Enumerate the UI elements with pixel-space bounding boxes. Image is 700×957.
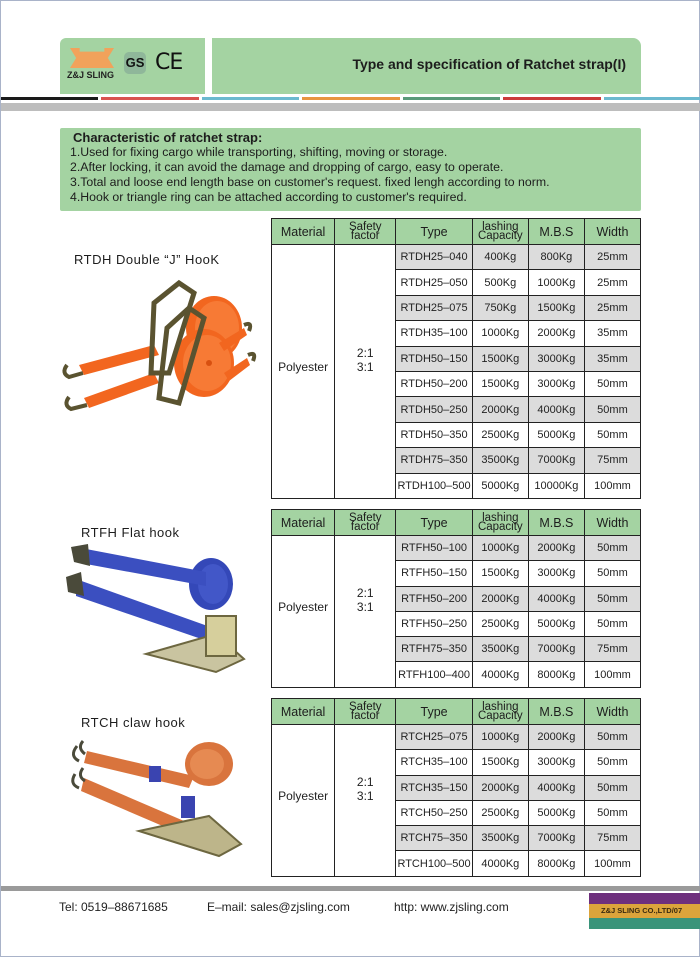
header-lashing-line1: lashing — [482, 220, 519, 233]
type-cell: RTDH25–075 — [396, 295, 472, 320]
mbs-cell: 7000Kg — [528, 448, 584, 473]
orange-claw-hook-ratchet-strap-image — [69, 736, 254, 861]
header-safety-line1: Safety — [348, 220, 382, 233]
table-header-row — [272, 699, 641, 725]
header-material: Material — [272, 219, 335, 245]
lashing-cell: 1500Kg — [472, 346, 528, 371]
type-cell: RTDH50–200 — [396, 371, 472, 396]
mbs-cell: 3000Kg — [528, 371, 584, 396]
characteristics-title: Characteristic of ratchet strap: — [73, 130, 263, 145]
product-label-rtch: RTCH claw hook — [81, 715, 186, 730]
width-cell: 100mm — [584, 851, 640, 876]
material-cell: Polyester — [272, 725, 335, 877]
width-cell: 50mm — [584, 775, 640, 800]
lashing-cell: 1500Kg — [472, 561, 528, 586]
width-cell: 50mm — [584, 725, 640, 750]
header-lashing-line2: Capacity — [477, 520, 523, 533]
mbs-cell: 4000Kg — [528, 775, 584, 800]
type-cell: RTDH100–500 — [396, 473, 472, 498]
lashing-cell: 4000Kg — [472, 662, 528, 687]
mbs-cell: 4000Kg — [528, 586, 584, 611]
type-cell: RTCH75–350 — [396, 826, 472, 851]
gs-certification-icon: GS — [124, 52, 146, 74]
spec-table-rtdh — [271, 218, 641, 499]
table-row — [272, 245, 641, 270]
type-cell: RTDH25–040 — [396, 245, 472, 270]
header-type: Type — [396, 219, 472, 245]
lashing-cell: 2000Kg — [472, 775, 528, 800]
width-cell: 50mm — [584, 800, 640, 825]
type-cell: RTFH100–400 — [396, 662, 472, 687]
badge-stripe-green — [589, 918, 700, 929]
lashing-cell: 1000Kg — [472, 725, 528, 750]
lashing-cell: 1500Kg — [472, 750, 528, 775]
mbs-cell: 800Kg — [528, 245, 584, 270]
type-cell: RTCH35–150 — [396, 775, 472, 800]
blue-flat-hook-ratchet-strap-image — [66, 544, 256, 679]
stripe-segment — [1, 97, 98, 100]
safety-factor-value: 3:1 — [356, 360, 374, 375]
width-cell: 50mm — [584, 586, 640, 611]
header-lashing-line2: Capacity — [477, 229, 523, 242]
header-lashing-line1: lashing — [482, 700, 519, 713]
stripe-segment — [403, 97, 500, 100]
safety-factor-cell — [335, 725, 396, 877]
footer-telephone: Tel: 0519–88671685 — [59, 900, 168, 914]
width-cell: 35mm — [584, 321, 640, 346]
type-cell: RTDH25–050 — [396, 270, 472, 295]
footer-divider — [1, 886, 700, 891]
product-label-rtdh: RTDH Double “J” HooK — [74, 252, 220, 267]
type-cell: RTDH50–350 — [396, 422, 472, 447]
mbs-cell: 7000Kg — [528, 826, 584, 851]
header-material: Material — [272, 510, 335, 536]
logo-text: Z&J SLING — [67, 70, 115, 80]
lashing-cell: 1000Kg — [472, 321, 528, 346]
lashing-cell: 2500Kg — [472, 611, 528, 636]
header-width: Width — [584, 219, 640, 245]
table-row — [272, 536, 641, 561]
header-safety-factor — [335, 219, 396, 245]
header-safety-line2: factor — [350, 520, 380, 533]
type-cell: RTDH75–350 — [396, 448, 472, 473]
lashing-cell: 2500Kg — [472, 800, 528, 825]
table-row — [272, 725, 641, 750]
mbs-cell: 2000Kg — [528, 725, 584, 750]
type-cell: RTFH50–200 — [396, 586, 472, 611]
header-lashing-capacity — [472, 219, 528, 245]
header-safety-factor — [335, 510, 396, 536]
width-cell: 25mm — [584, 270, 640, 295]
footer-company-badge — [589, 893, 700, 931]
header-lashing-capacity — [472, 510, 528, 536]
ce-certification-icon: CE — [155, 50, 183, 75]
type-cell: RTFH50–100 — [396, 536, 472, 561]
lashing-cell: 3500Kg — [472, 448, 528, 473]
type-cell: RTFH50–250 — [396, 611, 472, 636]
type-cell: RTCH50–250 — [396, 800, 472, 825]
page-title: Type and specification of Ratchet strap(I) — [352, 56, 626, 72]
width-cell: 50mm — [584, 750, 640, 775]
lashing-cell: 750Kg — [472, 295, 528, 320]
stripe-segment — [202, 97, 299, 100]
characteristics-box — [60, 128, 641, 211]
company-logo — [67, 48, 117, 84]
safety-factor-value: 2:1 — [356, 586, 374, 601]
lashing-cell: 2000Kg — [472, 397, 528, 422]
type-cell: RTCH100–500 — [396, 851, 472, 876]
width-cell: 50mm — [584, 371, 640, 396]
header-lashing-capacity — [472, 699, 528, 725]
lashing-cell: 3500Kg — [472, 637, 528, 662]
header-lashing-line2: Capacity — [477, 709, 523, 722]
header-safety-line2: factor — [350, 709, 380, 722]
lashing-cell: 5000Kg — [472, 473, 528, 498]
mbs-cell: 8000Kg — [528, 662, 584, 687]
lashing-cell: 4000Kg — [472, 851, 528, 876]
width-cell: 50mm — [584, 611, 640, 636]
width-cell: 75mm — [584, 826, 640, 851]
safety-factor-value: 3:1 — [356, 600, 374, 615]
mbs-cell: 7000Kg — [528, 637, 584, 662]
lashing-cell: 2500Kg — [472, 422, 528, 447]
type-cell: RTFH75–350 — [396, 637, 472, 662]
stripe-segment — [302, 97, 399, 100]
mbs-cell: 1500Kg — [528, 295, 584, 320]
header-safety-line1: Safety — [348, 511, 382, 524]
width-cell: 50mm — [584, 536, 640, 561]
stripe-segment — [101, 97, 198, 100]
stripe-segment — [604, 97, 700, 100]
spec-table-rtch — [271, 698, 641, 877]
header-type: Type — [396, 510, 472, 536]
width-cell: 50mm — [584, 561, 640, 586]
width-cell: 25mm — [584, 245, 640, 270]
safety-factor-value: 2:1 — [356, 775, 374, 790]
header-lashing-line1: lashing — [482, 511, 519, 524]
table-header-row — [272, 219, 641, 245]
mbs-cell: 5000Kg — [528, 422, 584, 447]
lashing-cell: 400Kg — [472, 245, 528, 270]
header-mbs: M.B.S — [528, 510, 584, 536]
spec-table-rtfh — [271, 509, 641, 688]
width-cell: 50mm — [584, 397, 640, 422]
mbs-cell: 3000Kg — [528, 346, 584, 371]
footer-email: E–mail: sales@zjsling.com — [207, 900, 350, 914]
lashing-cell: 3500Kg — [472, 826, 528, 851]
color-stripe-divider — [1, 97, 700, 101]
width-cell: 100mm — [584, 473, 640, 498]
header-mbs: M.B.S — [528, 699, 584, 725]
mbs-cell: 5000Kg — [528, 611, 584, 636]
type-cell: RTCH25–075 — [396, 725, 472, 750]
characteristic-item: 4.Hook or triangle ring can be attached according to customer's required. — [70, 190, 467, 204]
badge-stripe-purple — [589, 893, 700, 904]
table-header-row — [272, 510, 641, 536]
width-cell: 100mm — [584, 662, 640, 687]
logo-badge-icon — [70, 48, 114, 68]
width-cell: 25mm — [584, 295, 640, 320]
header-type: Type — [396, 699, 472, 725]
mbs-cell: 1000Kg — [528, 270, 584, 295]
header-material: Material — [272, 699, 335, 725]
mbs-cell: 10000Kg — [528, 473, 584, 498]
type-cell: RTDH35–100 — [396, 321, 472, 346]
mbs-cell: 3000Kg — [528, 750, 584, 775]
safety-factor-value: 3:1 — [356, 789, 374, 804]
width-cell: 35mm — [584, 346, 640, 371]
product-label-rtfh: RTFH Flat hook — [81, 525, 180, 540]
type-cell: RTDH50–150 — [396, 346, 472, 371]
characteristic-item: 3.Total and loose end length base on customer's request. fixed lengh according to norm. — [70, 175, 550, 189]
characteristic-item: 2.After locking, it can avoid the damage and dropping of cargo, easy to operate. — [70, 160, 504, 174]
mbs-cell: 2000Kg — [528, 536, 584, 561]
mbs-cell: 4000Kg — [528, 397, 584, 422]
footer-website: http: www.zjsling.com — [394, 900, 509, 914]
type-cell: RTCH35–100 — [396, 750, 472, 775]
mbs-cell: 8000Kg — [528, 851, 584, 876]
lashing-cell: 1500Kg — [472, 371, 528, 396]
safety-factor-value: 2:1 — [356, 346, 374, 361]
header-title-panel — [212, 38, 641, 94]
stripe-segment — [503, 97, 600, 100]
lashing-cell: 2000Kg — [472, 586, 528, 611]
header-safety-factor — [335, 699, 396, 725]
width-cell: 50mm — [584, 422, 640, 447]
header-width: Width — [584, 510, 640, 536]
header-safety-line2: factor — [350, 229, 380, 242]
width-cell: 75mm — [584, 637, 640, 662]
material-cell: Polyester — [272, 536, 335, 688]
characteristic-item: 1.Used for fixing cargo while transporting, shifting, moving or storage. — [70, 145, 448, 159]
mbs-cell: 3000Kg — [528, 561, 584, 586]
header-safety-line1: Safety — [348, 700, 382, 713]
lashing-cell: 1000Kg — [472, 536, 528, 561]
header-width: Width — [584, 699, 640, 725]
safety-factor-cell — [335, 536, 396, 688]
mbs-cell: 2000Kg — [528, 321, 584, 346]
orange-double-j-hook-ratchet-straps-image — [59, 273, 259, 423]
mbs-cell: 5000Kg — [528, 800, 584, 825]
safety-factor-cell — [335, 245, 396, 499]
badge-text: Z&J SLING CO.,LTD/07 — [589, 904, 700, 918]
type-cell: RTFH50–150 — [396, 561, 472, 586]
lashing-cell: 500Kg — [472, 270, 528, 295]
header-divider — [1, 103, 700, 111]
material-cell: Polyester — [272, 245, 335, 499]
type-cell: RTDH50–250 — [396, 397, 472, 422]
header-mbs: M.B.S — [528, 219, 584, 245]
header-logo-panel — [60, 38, 205, 94]
width-cell: 75mm — [584, 448, 640, 473]
